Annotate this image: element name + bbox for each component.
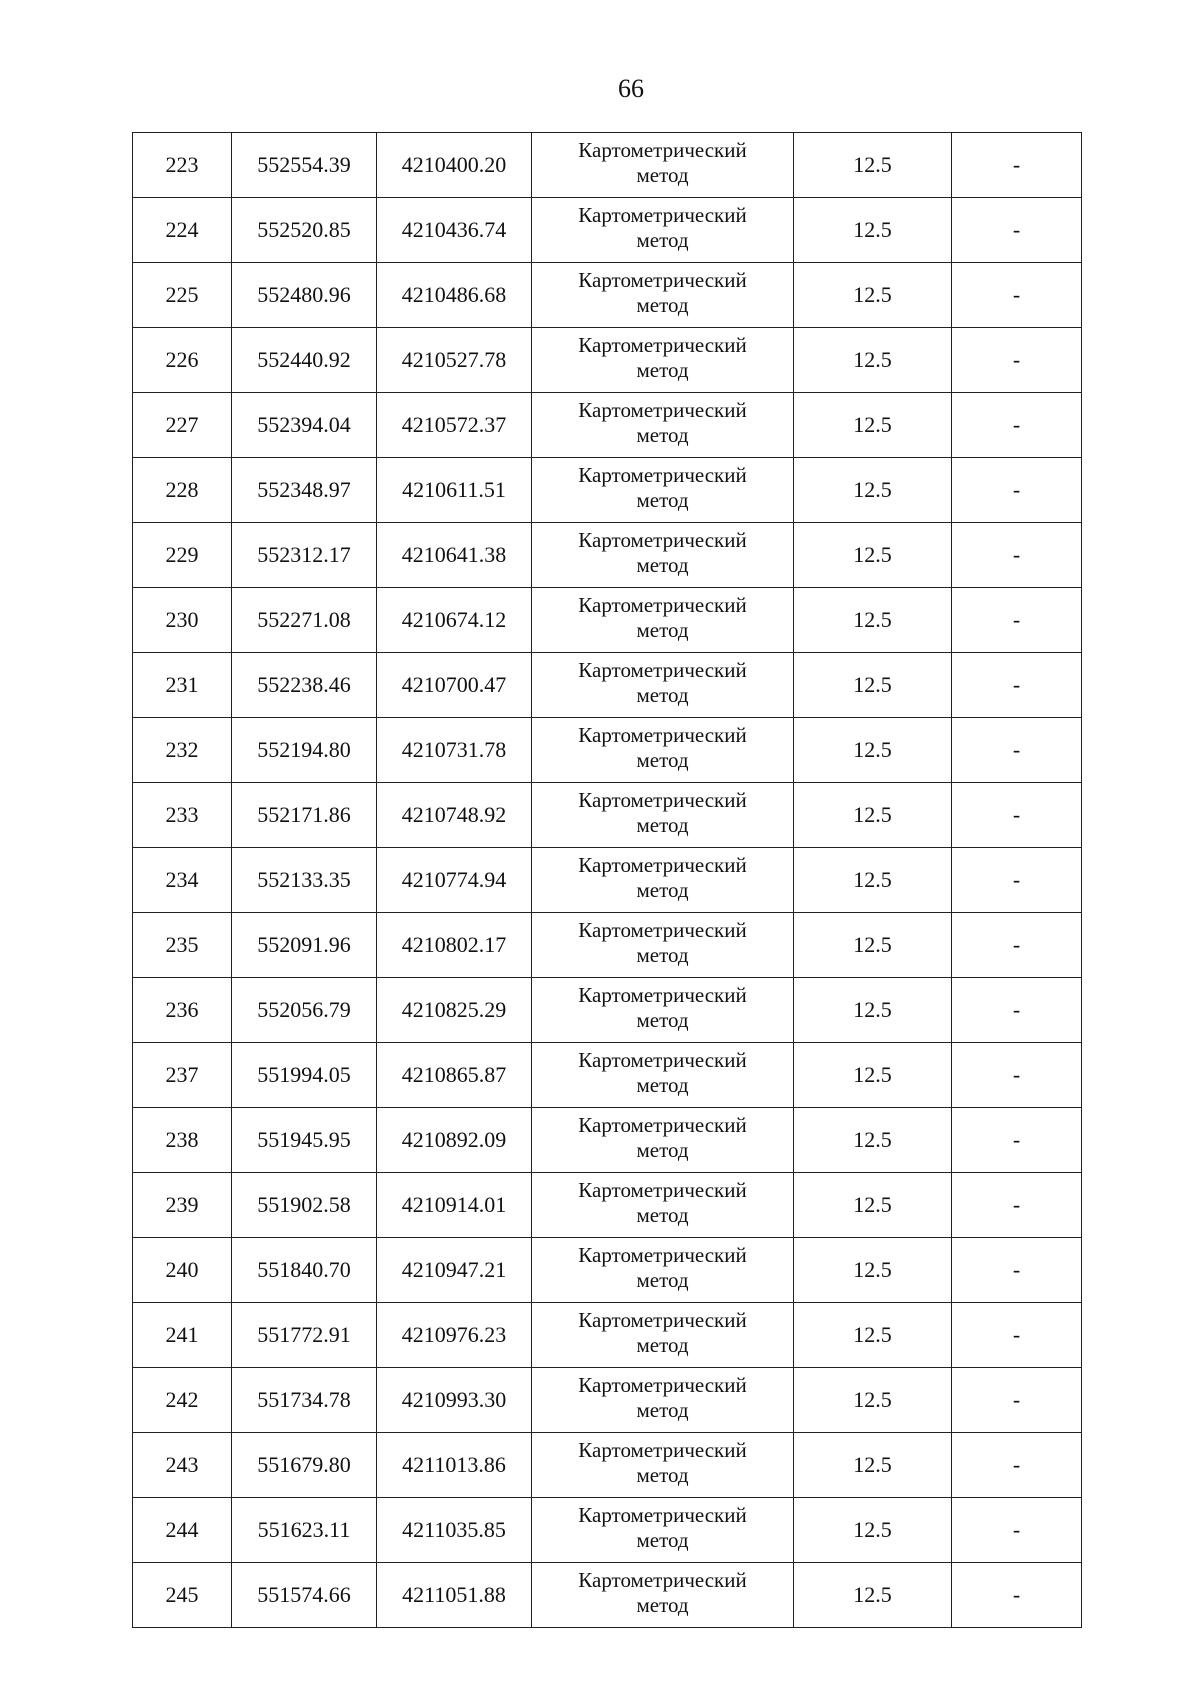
x-coordinate-cell: 552348.97 — [232, 458, 377, 523]
table-row — [133, 263, 1082, 328]
y-coordinate-cell: 4210825.29 — [377, 978, 532, 1043]
method-line-2: метод — [636, 683, 689, 707]
y-coordinate-cell: 4211013.86 — [377, 1433, 532, 1498]
note-cell: - — [952, 1173, 1082, 1238]
note-cell: - — [952, 393, 1082, 458]
method-cell — [532, 393, 794, 458]
method-line-1: Картометрический — [578, 1308, 747, 1332]
table-row — [133, 913, 1082, 978]
method-cell — [532, 1433, 794, 1498]
note-cell: - — [952, 718, 1082, 783]
table-row — [133, 458, 1082, 523]
point-number-cell: 240 — [133, 1238, 232, 1303]
point-number-cell: 243 — [133, 1433, 232, 1498]
x-coordinate-cell: 552056.79 — [232, 978, 377, 1043]
accuracy-cell: 12.5 — [794, 263, 952, 328]
y-coordinate-cell: 4210976.23 — [377, 1303, 532, 1368]
accuracy-cell: 12.5 — [794, 1563, 952, 1628]
x-coordinate-cell: 551902.58 — [232, 1173, 377, 1238]
note-cell: - — [952, 133, 1082, 198]
note-cell: - — [952, 1563, 1082, 1628]
point-number-cell: 236 — [133, 978, 232, 1043]
method-cell — [532, 978, 794, 1043]
note-cell: - — [952, 198, 1082, 263]
method-line-1: Картометрический — [578, 788, 747, 812]
table-row — [133, 133, 1082, 198]
y-coordinate-cell: 4210700.47 — [377, 653, 532, 718]
point-number-cell: 238 — [133, 1108, 232, 1173]
x-coordinate-cell: 552312.17 — [232, 523, 377, 588]
table-row — [133, 1173, 1082, 1238]
x-coordinate-cell: 551679.80 — [232, 1433, 377, 1498]
coordinates-table — [132, 132, 1082, 1628]
accuracy-cell: 12.5 — [794, 1498, 952, 1563]
table-row — [133, 1498, 1082, 1563]
y-coordinate-cell: 4210914.01 — [377, 1173, 532, 1238]
table-row — [133, 718, 1082, 783]
method-line-2: метод — [636, 1203, 689, 1227]
accuracy-cell: 12.5 — [794, 1238, 952, 1303]
table-row — [133, 848, 1082, 913]
note-cell: - — [952, 653, 1082, 718]
x-coordinate-cell: 552133.35 — [232, 848, 377, 913]
note-cell: - — [952, 588, 1082, 653]
coordinates-table-body — [133, 133, 1082, 1628]
x-coordinate-cell: 552238.46 — [232, 653, 377, 718]
method-cell — [532, 198, 794, 263]
method-line-2: метод — [636, 1593, 689, 1617]
method-line-1: Картометрический — [578, 1438, 747, 1462]
method-cell — [532, 1108, 794, 1173]
method-line-2: метод — [636, 943, 689, 967]
note-cell: - — [952, 1368, 1082, 1433]
accuracy-cell: 12.5 — [794, 458, 952, 523]
method-line-2: метод — [636, 1528, 689, 1552]
method-line-2: метод — [636, 878, 689, 902]
note-cell: - — [952, 1238, 1082, 1303]
note-cell: - — [952, 1433, 1082, 1498]
point-number-cell: 233 — [133, 783, 232, 848]
method-line-1: Картометрический — [578, 983, 747, 1007]
x-coordinate-cell: 552520.85 — [232, 198, 377, 263]
table-row — [133, 1368, 1082, 1433]
method-line-1: Картометрический — [578, 528, 747, 552]
y-coordinate-cell: 4210400.20 — [377, 133, 532, 198]
x-coordinate-cell: 552091.96 — [232, 913, 377, 978]
point-number-cell: 224 — [133, 198, 232, 263]
accuracy-cell: 12.5 — [794, 1368, 952, 1433]
y-coordinate-cell: 4210802.17 — [377, 913, 532, 978]
method-line-1: Картометрический — [578, 1503, 747, 1527]
page-number: 66 — [618, 74, 644, 103]
y-coordinate-cell: 4210748.92 — [377, 783, 532, 848]
method-cell — [532, 1173, 794, 1238]
note-cell: - — [952, 523, 1082, 588]
method-cell — [532, 458, 794, 523]
accuracy-cell: 12.5 — [794, 848, 952, 913]
accuracy-cell: 12.5 — [794, 328, 952, 393]
method-line-1: Картометрический — [578, 723, 747, 747]
x-coordinate-cell: 551734.78 — [232, 1368, 377, 1433]
accuracy-cell: 12.5 — [794, 783, 952, 848]
y-coordinate-cell: 4210731.78 — [377, 718, 532, 783]
table-row — [133, 588, 1082, 653]
note-cell: - — [952, 328, 1082, 393]
method-line-2: метод — [636, 488, 689, 512]
point-number-cell: 225 — [133, 263, 232, 328]
note-cell: - — [952, 913, 1082, 978]
method-line-2: метод — [636, 1268, 689, 1292]
y-coordinate-cell: 4210892.09 — [377, 1108, 532, 1173]
accuracy-cell: 12.5 — [794, 1173, 952, 1238]
method-line-2: метод — [636, 423, 689, 447]
y-coordinate-cell: 4210865.87 — [377, 1043, 532, 1108]
note-cell: - — [952, 1303, 1082, 1368]
method-cell — [532, 1238, 794, 1303]
method-line-2: метод — [636, 1138, 689, 1162]
note-cell: - — [952, 783, 1082, 848]
method-cell — [532, 1368, 794, 1433]
method-line-2: метод — [636, 1398, 689, 1422]
method-line-1: Картометрический — [578, 853, 747, 877]
x-coordinate-cell: 552440.92 — [232, 328, 377, 393]
y-coordinate-cell: 4210947.21 — [377, 1238, 532, 1303]
method-cell — [532, 263, 794, 328]
accuracy-cell: 12.5 — [794, 393, 952, 458]
method-cell — [532, 523, 794, 588]
y-coordinate-cell: 4211051.88 — [377, 1563, 532, 1628]
method-line-2: метод — [636, 1463, 689, 1487]
point-number-cell: 228 — [133, 458, 232, 523]
method-line-1: Картометрический — [578, 1178, 747, 1202]
accuracy-cell: 12.5 — [794, 198, 952, 263]
y-coordinate-cell: 4210611.51 — [377, 458, 532, 523]
method-cell — [532, 1043, 794, 1108]
note-cell: - — [952, 978, 1082, 1043]
method-line-1: Картометрический — [578, 593, 747, 617]
point-number-cell: 241 — [133, 1303, 232, 1368]
method-line-1: Картометрический — [578, 1243, 747, 1267]
note-cell: - — [952, 1043, 1082, 1108]
note-cell: - — [952, 848, 1082, 913]
method-line-2: метод — [636, 1008, 689, 1032]
x-coordinate-cell: 551772.91 — [232, 1303, 377, 1368]
point-number-cell: 231 — [133, 653, 232, 718]
point-number-cell: 230 — [133, 588, 232, 653]
accuracy-cell: 12.5 — [794, 133, 952, 198]
point-number-cell: 235 — [133, 913, 232, 978]
method-line-1: Картометрический — [578, 1113, 747, 1137]
method-cell — [532, 913, 794, 978]
method-line-2: метод — [636, 163, 689, 187]
accuracy-cell: 12.5 — [794, 1433, 952, 1498]
method-cell — [532, 718, 794, 783]
method-cell — [532, 1498, 794, 1563]
point-number-cell: 237 — [133, 1043, 232, 1108]
table-row — [133, 1563, 1082, 1628]
y-coordinate-cell: 4210527.78 — [377, 328, 532, 393]
x-coordinate-cell: 551840.70 — [232, 1238, 377, 1303]
note-cell: - — [952, 1498, 1082, 1563]
point-number-cell: 229 — [133, 523, 232, 588]
method-line-1: Картометрический — [578, 918, 747, 942]
method-line-2: метод — [636, 813, 689, 837]
x-coordinate-cell: 552394.04 — [232, 393, 377, 458]
y-coordinate-cell: 4210436.74 — [377, 198, 532, 263]
x-coordinate-cell: 551574.66 — [232, 1563, 377, 1628]
x-coordinate-cell: 552480.96 — [232, 263, 377, 328]
x-coordinate-cell: 552271.08 — [232, 588, 377, 653]
accuracy-cell: 12.5 — [794, 653, 952, 718]
method-line-1: Картометрический — [578, 658, 747, 682]
x-coordinate-cell: 551623.11 — [232, 1498, 377, 1563]
y-coordinate-cell: 4210641.38 — [377, 523, 532, 588]
table-row — [133, 1303, 1082, 1368]
table-row — [133, 393, 1082, 458]
point-number-cell: 223 — [133, 133, 232, 198]
method-line-1: Картометрический — [578, 463, 747, 487]
y-coordinate-cell: 4211035.85 — [377, 1498, 532, 1563]
point-number-cell: 239 — [133, 1173, 232, 1238]
method-line-2: метод — [636, 618, 689, 642]
method-line-2: метод — [636, 1333, 689, 1357]
note-cell: - — [952, 263, 1082, 328]
method-line-2: метод — [636, 358, 689, 382]
point-number-cell: 226 — [133, 328, 232, 393]
method-line-1: Картометрический — [578, 203, 747, 227]
method-line-1: Картометрический — [578, 138, 747, 162]
method-line-1: Картометрический — [578, 268, 747, 292]
table-row — [133, 328, 1082, 393]
method-cell — [532, 653, 794, 718]
method-line-2: метод — [636, 553, 689, 577]
accuracy-cell: 12.5 — [794, 588, 952, 653]
method-line-2: метод — [636, 228, 689, 252]
table-row — [133, 1108, 1082, 1173]
y-coordinate-cell: 4210674.12 — [377, 588, 532, 653]
accuracy-cell: 12.5 — [794, 523, 952, 588]
method-cell — [532, 848, 794, 913]
table-row — [133, 198, 1082, 263]
accuracy-cell: 12.5 — [794, 1303, 952, 1368]
x-coordinate-cell: 552554.39 — [232, 133, 377, 198]
point-number-cell: 232 — [133, 718, 232, 783]
table-row — [133, 783, 1082, 848]
x-coordinate-cell: 552194.80 — [232, 718, 377, 783]
table-row — [133, 1043, 1082, 1108]
method-cell — [532, 1563, 794, 1628]
point-number-cell: 234 — [133, 848, 232, 913]
accuracy-cell: 12.5 — [794, 1043, 952, 1108]
method-line-1: Картометрический — [578, 398, 747, 422]
note-cell: - — [952, 1108, 1082, 1173]
method-line-2: метод — [636, 748, 689, 772]
point-number-cell: 242 — [133, 1368, 232, 1433]
method-line-1: Картометрический — [578, 1568, 747, 1592]
point-number-cell: 227 — [133, 393, 232, 458]
point-number-cell: 245 — [133, 1563, 232, 1628]
table-row — [133, 1238, 1082, 1303]
method-cell — [532, 588, 794, 653]
point-number-cell: 244 — [133, 1498, 232, 1563]
accuracy-cell: 12.5 — [794, 718, 952, 783]
accuracy-cell: 12.5 — [794, 978, 952, 1043]
y-coordinate-cell: 4210774.94 — [377, 848, 532, 913]
y-coordinate-cell: 4210993.30 — [377, 1368, 532, 1433]
method-cell — [532, 1303, 794, 1368]
y-coordinate-cell: 4210486.68 — [377, 263, 532, 328]
table-row — [133, 653, 1082, 718]
x-coordinate-cell: 551994.05 — [232, 1043, 377, 1108]
accuracy-cell: 12.5 — [794, 1108, 952, 1173]
accuracy-cell: 12.5 — [794, 913, 952, 978]
method-line-2: метод — [636, 293, 689, 317]
method-line-1: Картометрический — [578, 333, 747, 357]
method-line-2: метод — [636, 1073, 689, 1097]
table-row — [133, 978, 1082, 1043]
x-coordinate-cell: 551945.95 — [232, 1108, 377, 1173]
method-cell — [532, 133, 794, 198]
table-row — [133, 523, 1082, 588]
method-cell — [532, 783, 794, 848]
method-cell — [532, 328, 794, 393]
note-cell: - — [952, 458, 1082, 523]
method-line-1: Картометрический — [578, 1373, 747, 1397]
table-row — [133, 1433, 1082, 1498]
x-coordinate-cell: 552171.86 — [232, 783, 377, 848]
y-coordinate-cell: 4210572.37 — [377, 393, 532, 458]
method-line-1: Картометрический — [578, 1048, 747, 1072]
